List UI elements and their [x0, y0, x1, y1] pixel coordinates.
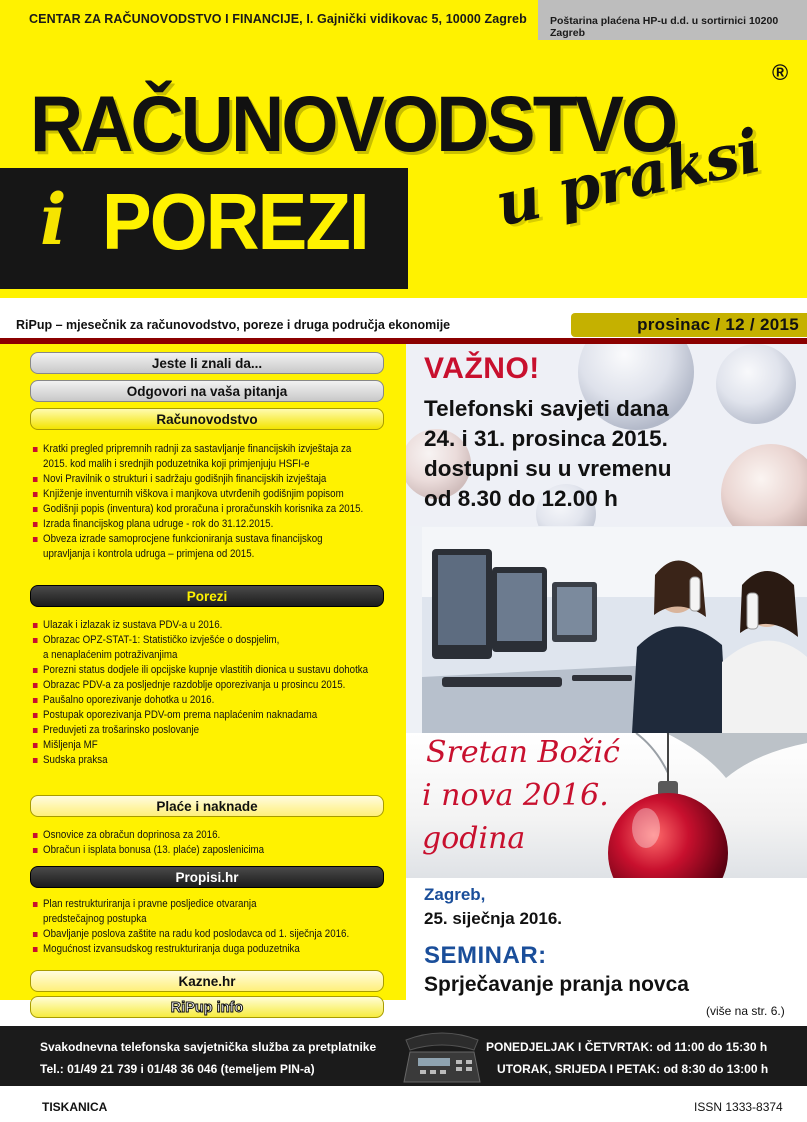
section-kazne[interactable]: Kazne.hr — [30, 970, 384, 992]
issue-date: prosinac / 12 / 2015 — [637, 315, 799, 334]
list-item: Plan restrukturiranja i pravne posljedice otvaranja — [32, 897, 363, 912]
section-propisi[interactable]: Propisi.hr — [30, 866, 384, 888]
list-item: Kratki pregled pripremnih radnji za sastavljanje financijskih izvještaja za — [32, 442, 363, 457]
list-item: Obveza izrade samoprocjene funkcioniranja sustava financijskog — [32, 532, 363, 547]
list-item: upravljanja i kontrola udruga – primjena od 2015. — [43, 548, 255, 560]
place-list — [32, 828, 392, 858]
hotline-description: Svakodnevna telefonska savjetnička služba za pretplatnike — [40, 1040, 377, 1054]
list-item: Novi Pravilnik o strukturi i sadržaju godišnjih financijskih izvještaja — [32, 472, 363, 487]
list-item: Porezni status dodjele ili opcijske kupnje vlastitih dionica u sustavu dohotka — [32, 663, 363, 678]
list-item: Preduvjeti za trošarinsko poslovanje — [32, 723, 363, 738]
list-item: Godišnji popis (inventura) kod proračuna i proračunskih korisnika za 2015. — [32, 502, 363, 517]
masthead-subtitle: u praksi — [490, 116, 766, 241]
greeting-line2: i nova 2016. — [422, 778, 609, 813]
list-item: Obavljanje poslova zaštite na radu kod poslodavca od 1. siječnja 2016. — [32, 927, 363, 942]
notice-line: dostupni su u vremenu — [424, 456, 672, 481]
call-centre-photo — [422, 527, 807, 733]
printer-name: TISKANICA — [42, 1100, 108, 1114]
greeting-line3: godina — [422, 821, 526, 856]
list-item: Osnovice za obračun doprinosa za 2016. — [32, 828, 363, 843]
masthead-title-line1: RAČUNOVODSTVO — [30, 79, 676, 168]
christmas-greeting-panel — [406, 733, 807, 878]
magazine-description: RiPup – mjesečnik za računovodstvo, poreze i druga područja ekonomije — [16, 318, 451, 332]
issue-badge — [571, 313, 807, 337]
list-item: Knjiženje inventurnih viškova i manjkova utvrđenih godišnjim popisom — [32, 487, 363, 502]
notice-heading: VAŽNO! — [424, 352, 540, 385]
issn: ISSN 1333-8374 — [694, 1100, 783, 1114]
publisher-bar — [0, 0, 538, 40]
seminar-date: 25. siječnja 2016. — [424, 909, 562, 928]
list-item: Mogućnost izvansudskog restrukturiranja duga poduzetnika — [32, 942, 363, 957]
section-odgovori[interactable]: Odgovori na vaša pitanja — [30, 380, 384, 402]
list-item: Paušalno oporezivanje dohotka u 2016. — [32, 693, 363, 708]
masthead-title-line2: POREZI — [102, 177, 368, 266]
porezi-list — [32, 618, 392, 768]
notice-line: Telefonski savjeti dana — [424, 396, 669, 421]
list-item: 2015. kod malih i srednjih poduzetnika koji primjenjuju HSFI-e — [43, 458, 310, 470]
postage-note: Poštarina plaćena HP-u d.d. u sortirnici 10200 Zagreb — [550, 15, 779, 39]
list-item: Obrazac PDV-a za posljednje razdoblje oporezivanja u prosincu 2015. — [32, 678, 363, 693]
registered-mark: ® — [772, 60, 789, 85]
list-item: Postupak oporezivanja PDV-om prema naplaćenim naknadama — [32, 708, 363, 723]
list-item: Izrada financijskog plana udruge - rok do 31.12.2015. — [32, 517, 363, 532]
propisi-list — [32, 897, 392, 957]
list-item: Mišljenja MF — [32, 738, 363, 753]
hotline-hours-2: UTORAK, SRIJEDA I PETAK: od 8:30 do 13:00 h — [497, 1062, 769, 1076]
seminar-city: Zagreb, — [424, 885, 486, 904]
section-racunovodstvo[interactable]: Računovodstvo — [30, 408, 384, 430]
seminar-more-link[interactable]: (više na str. 6.) — [706, 1004, 785, 1018]
hotline-phone: Tel.: 01/49 21 739 i 01/48 36 046 (temeljem PIN-a) — [40, 1062, 315, 1076]
list-item: Obračun i isplata bonusa (13. plaće) zaposlenicima — [32, 843, 363, 858]
list-item: Obrazac OPZ-STAT-1: Statističko izvješće o dospjelim, — [32, 633, 363, 648]
list-item: Sudska praksa — [32, 753, 363, 768]
section-jeste-li-znali[interactable]: Jeste li znali da... — [30, 352, 384, 374]
section-ripup-info[interactable] — [30, 996, 384, 1018]
ripup-info-label: RiPup info — [170, 1000, 244, 1016]
masthead-title-i: i — [40, 178, 67, 261]
seminar-topic: Sprječavanje pranja novca — [424, 973, 689, 996]
section-place[interactable]: Plaće i naknade — [30, 795, 384, 817]
greeting-line1: Sretan Božić — [426, 735, 620, 770]
postage-bar — [538, 0, 807, 40]
notice-line: od 8.30 do 12.00 h — [424, 486, 618, 511]
list-item: a nenaplaćenim potraživanjima — [43, 649, 178, 661]
notice-line: 24. i 31. prosinca 2015. — [424, 426, 668, 451]
telephone-icon — [400, 1030, 484, 1086]
hotline-hours-1: PONEDJELJAK I ČETVRTAK: od 11:00 do 15:30 h — [486, 1040, 768, 1054]
racunovodstvo-list — [32, 442, 392, 562]
section-porezi[interactable]: Porezi — [30, 585, 384, 607]
list-item: Ulazak i izlazak iz sustava PDV-a u 2016. — [32, 618, 363, 633]
list-item: predstečajnog postupka — [43, 913, 147, 925]
publisher-address: CENTAR ZA RAČUNOVODSTVO I FINANCIJE, I. Gajnički vidikovac 5, 10000 Zagreb — [29, 12, 527, 26]
seminar-label: SEMINAR: — [424, 942, 547, 969]
